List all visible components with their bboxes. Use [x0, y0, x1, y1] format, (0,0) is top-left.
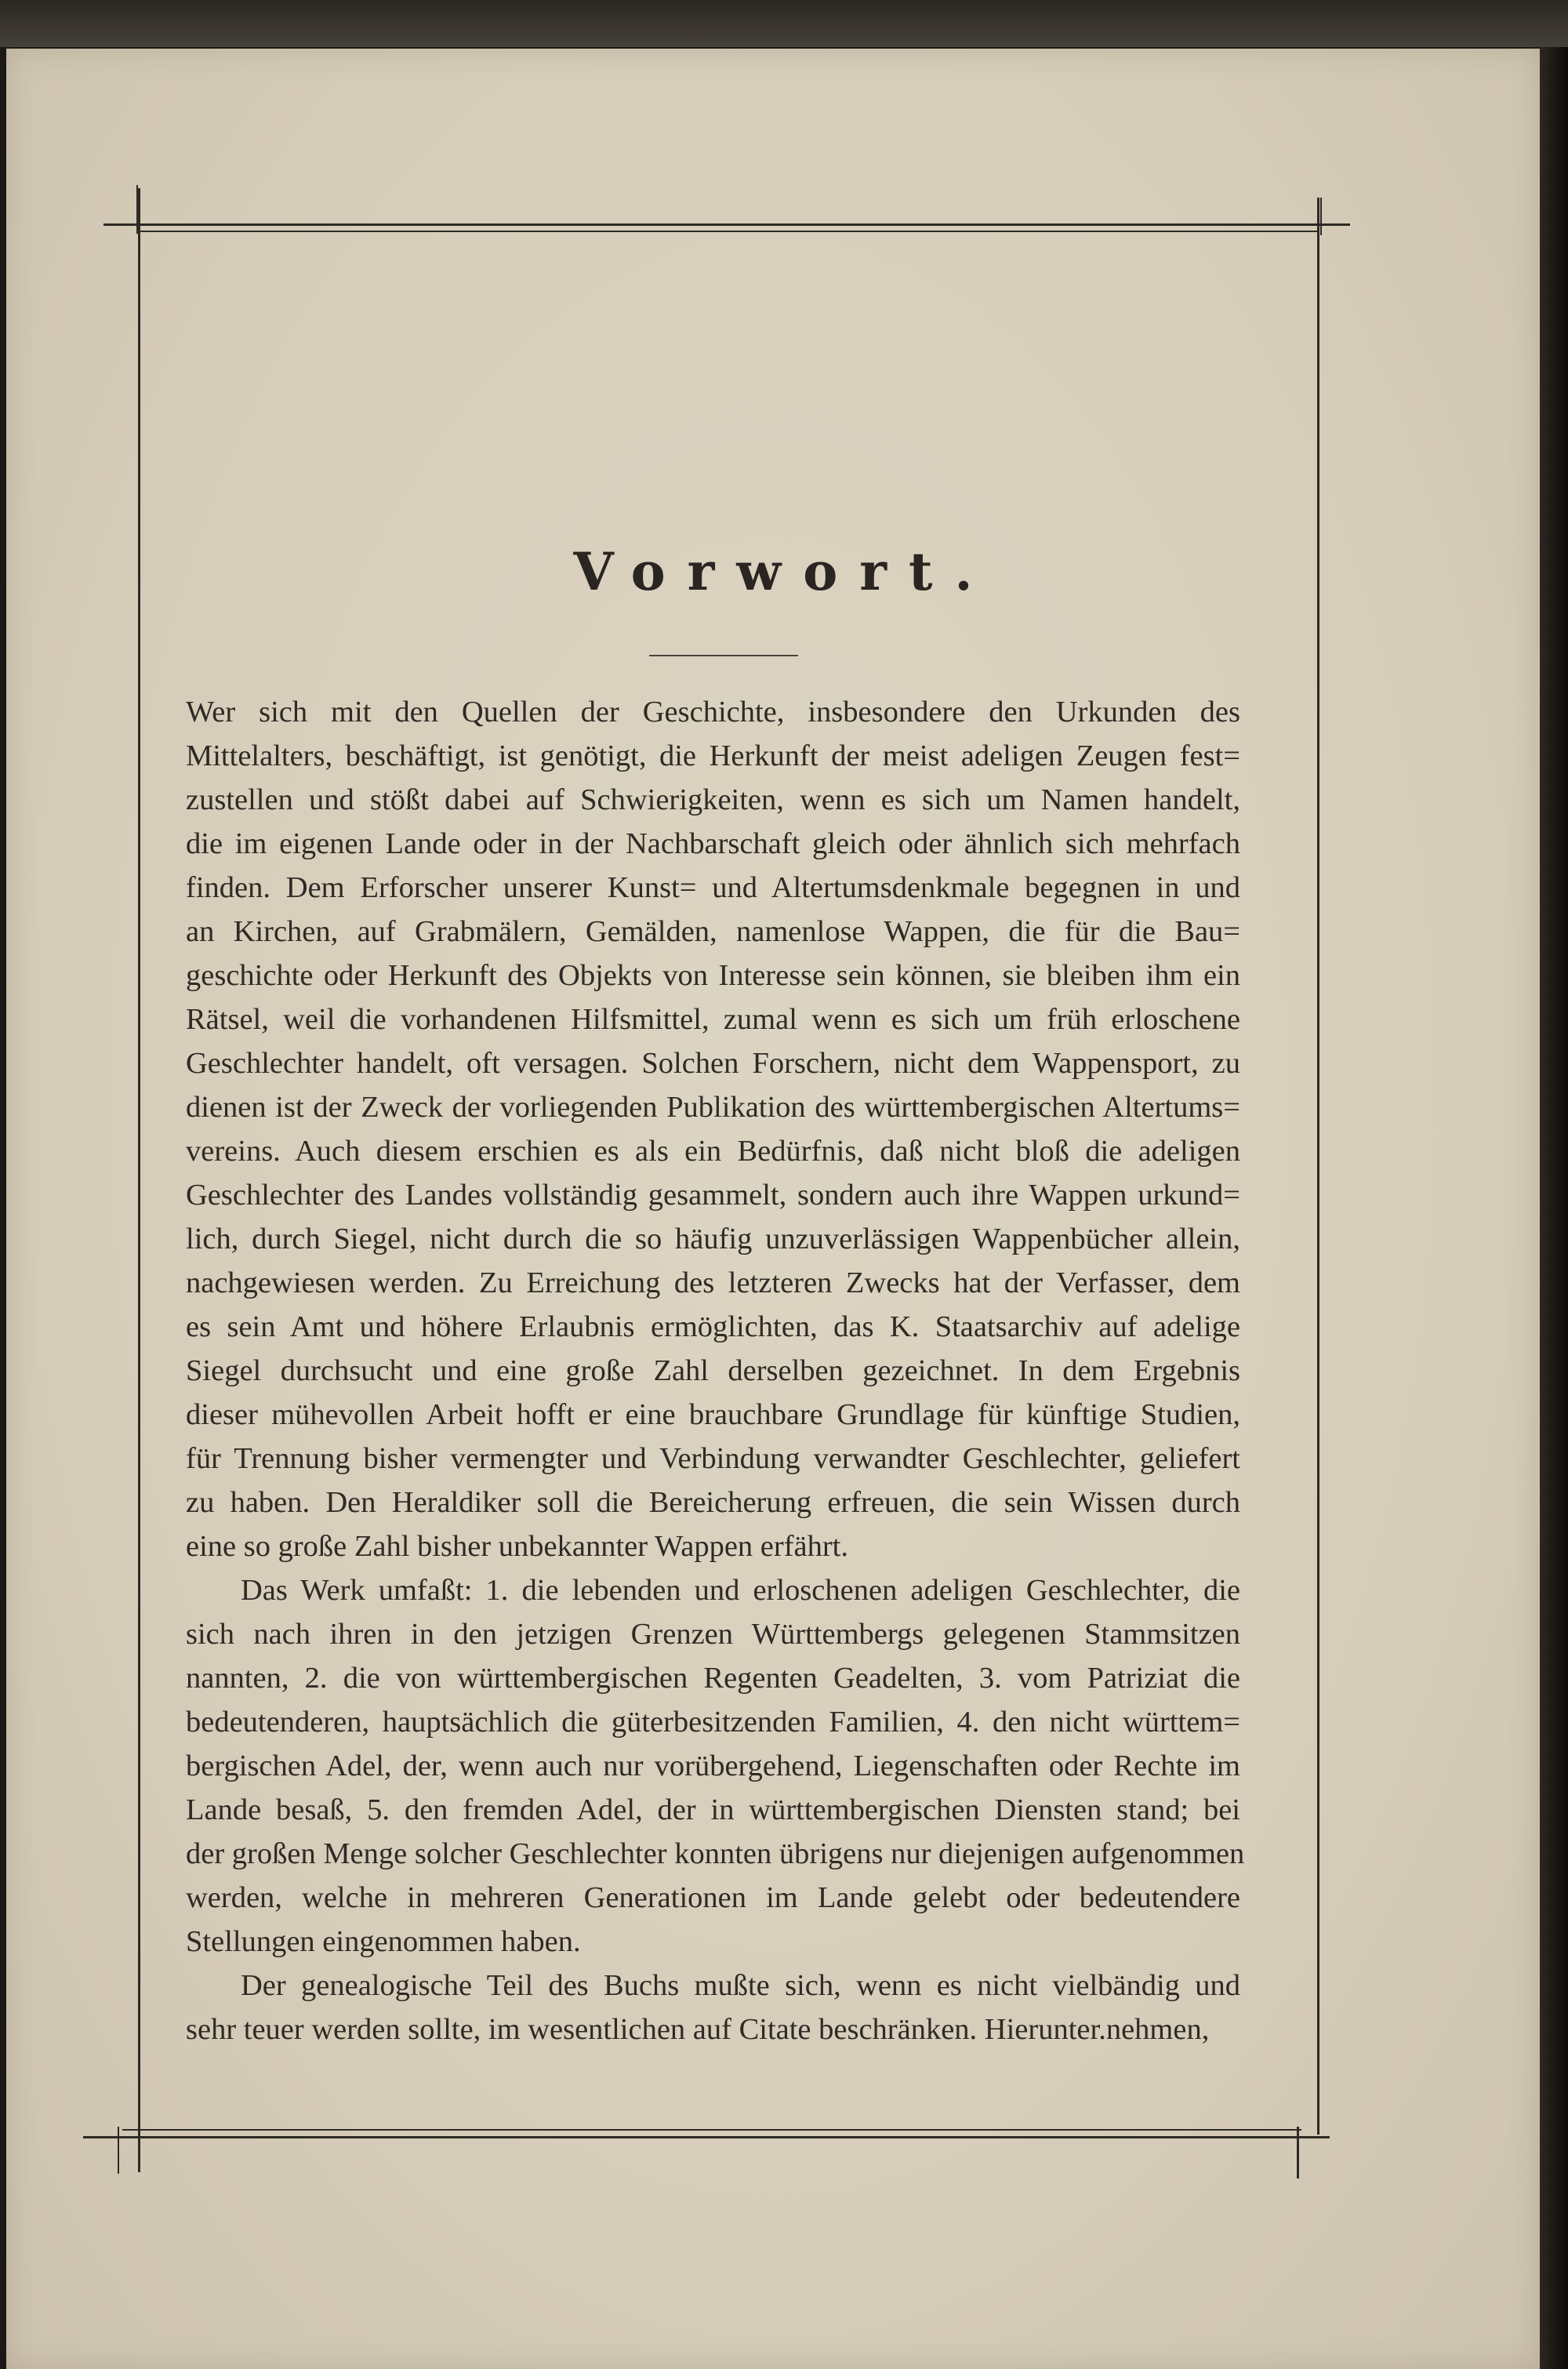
text-line: Der genealogische Teil des Buchs mußte sich, wenn es nicht vielbändig und: [241, 1969, 1240, 2002]
scan-border-right: [1540, 47, 1568, 2369]
text-line: Stellungen eingenommen haben.: [186, 1925, 581, 1958]
text-line: dienen ist der Zweck der vorliegenden Publikation des württembergischen Altertums=: [186, 1091, 1240, 1124]
text-line: an Kirchen, auf Grabmälern, Gemälden, namenlose Wappen, die für die Bau=: [186, 915, 1240, 948]
text-line: geschichte oder Herkunft des Objekts von Interesse sein können, sie bleiben ihm ein: [186, 959, 1240, 992]
frame-rule-top-inner: [140, 231, 1319, 232]
frame-rule-right: [1317, 198, 1319, 2135]
text-line: Das Werk umfaßt: 1. die lebenden und erloschenen adeligen Geschlechter, die: [241, 1574, 1240, 1607]
frame-rule-left: [138, 188, 140, 2172]
frame-rule-left-tick: [136, 185, 138, 234]
text-line: es sein Amt und höhere Erlaubnis ermöglichten, das K. Staatsarchiv auf adelige: [186, 1310, 1240, 1343]
text-line: sehr teuer werden sollte, im wesentlichen auf Citate beschränken. Hierunter.nehmen,: [186, 2013, 1210, 2046]
title-divider: [649, 655, 798, 656]
frame-rule-right-bottom: [1297, 2127, 1299, 2178]
paragraph-1: [186, 690, 1240, 1568]
text-line: zustellen und stößt dabei auf Schwierigkeiten, wenn es sich um Namen handelt,: [186, 783, 1240, 816]
text-line: Lande besaß, 5. den fremden Adel, der in württembergischen Diensten stand; bei: [186, 1793, 1240, 1826]
page-title: Vorwort.: [573, 541, 995, 602]
text-line: finden. Dem Erforscher unserer Kunst= und Altertumsdenkmale begegnen in und: [186, 871, 1240, 904]
paragraph-3: [186, 1964, 1240, 2051]
body-text: [186, 690, 1245, 2051]
text-line: Rätsel, weil die vorhandenen Hilfsmittel, zumal wenn es sich um früh erloschene: [186, 1003, 1240, 1036]
text-line: Geschlechter handelt, oft versagen. Solchen Forschern, nicht dem Wappensport, zu: [186, 1047, 1240, 1080]
text-line: nachgewiesen werden. Zu Erreichung des letzteren Zwecks hat der Verfasser, dem: [186, 1266, 1240, 1299]
text-line: Mittelalters, beschäftigt, ist genötigt, die Herkunft der meist adeligen Zeugen fest=: [186, 739, 1240, 772]
text-line: Siegel durchsucht und eine große Zahl derselben gezeichnet. In dem Ergebnis: [186, 1354, 1240, 1387]
text-line: vereins. Auch diesem erschien es als ein Bedürfnis, daß nicht bloß die adeligen: [186, 1135, 1240, 1168]
text-line: der großen Menge solcher Geschlechter konnten übrigens nur diejenigen aufgenommen: [186, 1837, 1245, 1870]
text-line: sich nach ihren in den jetzigen Grenzen Württembergs gelegenen Stammsitzen: [186, 1618, 1240, 1651]
paragraph-2: [186, 1568, 1245, 1964]
text-line: die im eigenen Lande oder in der Nachbarschaft gleich oder ähnlich sich mehrfach: [186, 827, 1240, 860]
text-line: bedeutenderen, hauptsächlich die güterbesitzenden Familien, 4. den nicht württem=: [186, 1706, 1240, 1739]
frame-rule-top: [103, 223, 1350, 226]
text-line: zu haben. Den Heraldiker soll die Bereicherung erfreuen, die sein Wissen durch: [186, 1486, 1240, 1519]
text-line: dieser mühevollen Arbeit hofft er eine brauchbare Grundlage für künftige Studien,: [186, 1398, 1240, 1431]
text-line: bergischen Adel, der, wenn auch nur vorübergehend, Liegenschaften oder Rechte im: [186, 1749, 1240, 1782]
frame-rule-bottom-inner: [122, 2129, 1301, 2131]
text-line: nannten, 2. die von württembergischen Regenten Geadelten, 3. vom Patriziat die: [186, 1662, 1240, 1695]
text-line: Geschlechter des Landes vollständig gesammelt, sondern auch ihre Wappen urkund=: [186, 1179, 1240, 1212]
frame-rule-left-bottom: [118, 2127, 119, 2174]
frame-rule-right-tick: [1320, 198, 1322, 235]
frame-rule-bottom: [83, 2136, 1330, 2138]
scan-border-top: [0, 0, 1568, 47]
text-line: lich, durch Siegel, nicht durch die so häufig unzuverlässigen Wappenbücher allein,: [186, 1223, 1240, 1255]
text-line: Wer sich mit den Quellen der Geschichte, insbesondere den Urkunden des: [186, 696, 1240, 729]
text-line: werden, welche in mehreren Generationen im Lande gelebt oder bedeutendere: [186, 1881, 1240, 1914]
text-line: für Trennung bisher vermengter und Verbindung verwandter Geschlechter, geliefert: [186, 1442, 1240, 1475]
text-line: eine so große Zahl bisher unbekannter Wappen erfährt.: [186, 1530, 849, 1563]
